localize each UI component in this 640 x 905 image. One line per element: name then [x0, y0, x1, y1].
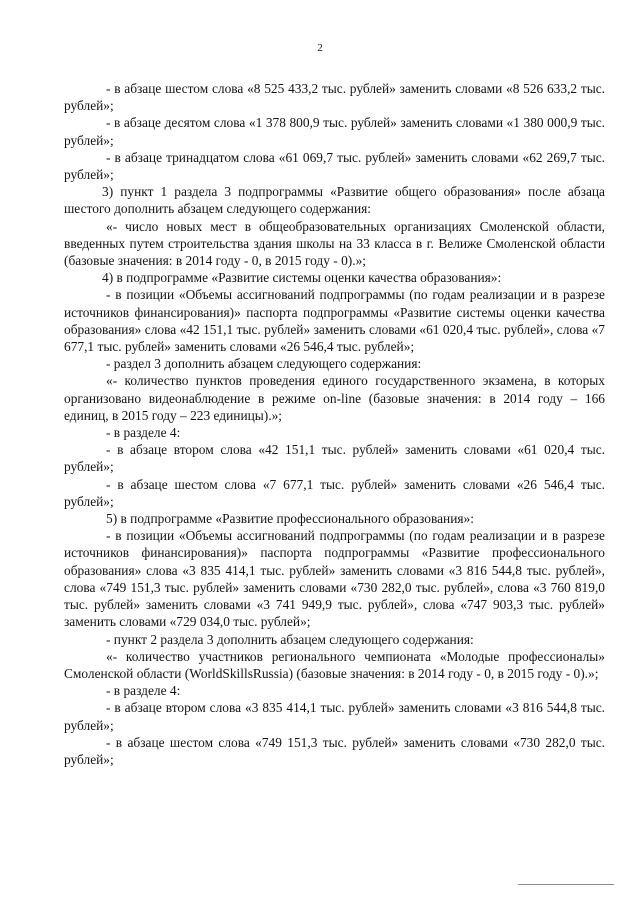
amendment-paragraph: - в абзаце тринадцатом слова «61 069,7 тыс. рублей» заменить словами «62 269,7 тыс. рублей»;: [64, 149, 605, 183]
amendment-paragraph: «- число новых мест в общеобразовательных организациях Смоленской области, введенных путем строительства здания школы на 33 класса в г. Велиже Смоленской области (базовые значения: в 2014 году - 0, в 2015 году - 0).»;: [64, 218, 605, 269]
amendment-paragraph: - в позиции «Объемы ассигнований подпрограммы (по годам реализации и в разрезе источников финансирования)» паспорта подпрограммы «Развитие профессионального образования» слова «3 835 414,1 тыс. рублей» заменить словами «3 816 544,8 тыс. рублей», слова «749 151,3 тыс. рублей» заменить словами «730 282,0 тыс. рублей», слова «3 760 819,0 тыс. рублей» заменить словами «3 741 949,9 тыс. рублей», слова «747 903,3 тыс. рублей» заменить словами «729 034,0 тыс. рублей»;: [64, 528, 605, 630]
amendment-paragraph: - в абзаце шестом слова «749 151,3 тыс. рублей» заменить словами «730 282,0 тыс. рублей»;: [64, 734, 605, 767]
amendment-paragraph: «- количество участников регионального чемпионата «Молодые профессионалы» Смоленской области (WorldSkillsRussia) (базовые значения: в 2014 году - 0, в 2015 году - 0).»;: [64, 648, 605, 681]
document-body: [64, 80, 605, 768]
amendment-paragraph: - в абзаце шестом слова «8 525 433,2 тыс. рублей» заменить словами «8 526 633,2 тыс. рублей»;: [64, 81, 605, 114]
amendment-paragraph: 4) в подпрограмме «Развитие системы оценки качества образования»:: [102, 270, 502, 286]
amendment-paragraph: - в разделе 4:: [106, 425, 181, 441]
page-number: 2: [317, 42, 323, 54]
amendment-paragraph: - в позиции «Объемы ассигнований подпрограммы (по годам реализации и в разрезе источников финансирования)» паспорта подпрограммы «Развитие системы оценки качества образования» слова «42 151,1 тыс. рублей» заменить словами «61 020,4 тыс. рублей», слова «7 677,1 тыс. рублей» заменить словами «26 546,4 тыс. рублей»;: [64, 287, 605, 355]
amendment-paragraph: - в абзаце втором слова «3 835 414,1 тыс. рублей» заменить словами «3 816 544,8 тыс. рублей»;: [64, 700, 605, 733]
amendment-paragraph: - раздел 3 дополнить абзацем следующего содержания:: [106, 356, 422, 372]
amendment-paragraph: «- количество пунктов проведения единого государственного экзамена, в которых организовано видеонаблюдение в режиме on-line (базовые значения: в 2014 году – 166 единиц, в 2015 году – 223 единицы).»;: [64, 373, 605, 423]
amendment-paragraph: 5) в подпрограмме «Развитие профессионального образования»:: [106, 511, 474, 527]
amendment-paragraph: - в абзаце десятом слова «1 378 800,9 тыс. рублей» заменить словами «1 380 000,9 тыс. рублей»;: [64, 115, 605, 148]
amendment-paragraph: 3) пункт 1 раздела 3 подпрограммы «Развитие общего образования» после абзаца шестого дополнить абзацем следующего содержания:: [64, 184, 605, 217]
amendment-paragraph: - в абзаце шестом слова «7 677,1 тыс. рублей» заменить словами «26 546,4 тыс. рублей»;: [64, 476, 605, 509]
amendment-paragraph: - в абзаце втором слова «42 151,1 тыс. рублей» заменить словами «61 020,4 тыс. рублей»;: [64, 442, 605, 475]
footer-rule: [518, 884, 614, 885]
amendment-paragraph: - пункт 2 раздела 3 дополнить абзацем следующего содержания:: [106, 631, 474, 647]
amendment-paragraph: - в разделе 4:: [106, 683, 181, 699]
